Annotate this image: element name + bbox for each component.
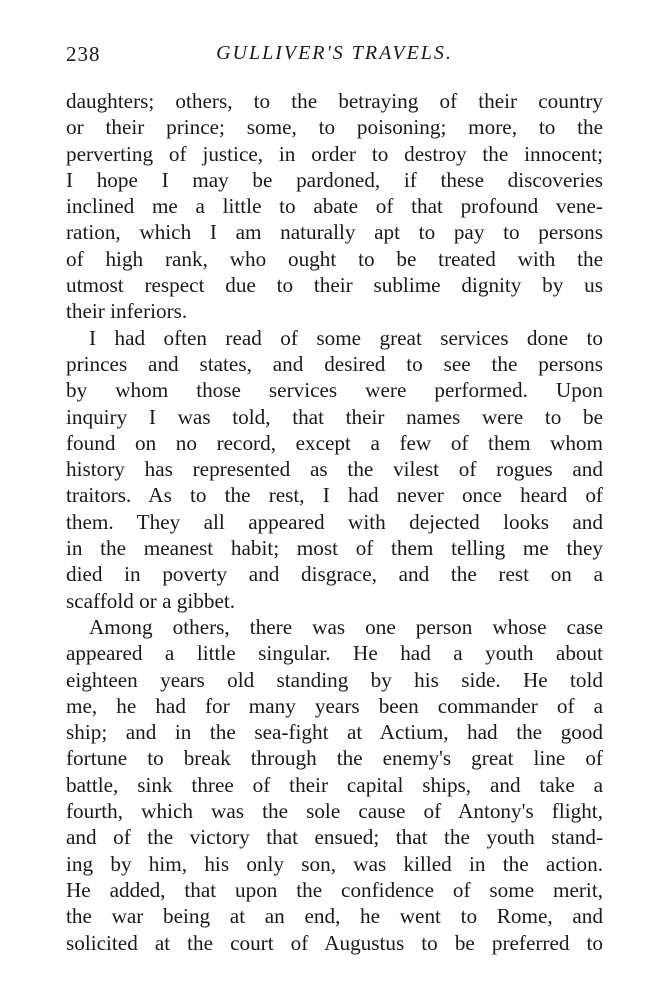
text-line: inquiry I was told, that their names were to be (66, 404, 603, 429)
paragraph (66, 614, 603, 956)
text-line: died in poverty and disgrace, and the rest on a (66, 562, 603, 587)
text-line: daughters; others, to the betraying of their country (66, 89, 603, 113)
text-line: Among others, there was one person whose case (89, 614, 603, 639)
text-line: found on no record, except a few of them whom (66, 430, 603, 455)
body-text (66, 88, 603, 956)
text-line: utmost respect due to their sublime dignity by us (66, 273, 603, 298)
text-line: He added, that upon the confidence of some merit, (66, 877, 603, 902)
text-line: appeared a little singular. He had a youth about (66, 641, 603, 666)
text-line: history has represented as the vilest of rogues and (66, 457, 603, 482)
text-line: perverting of justice, in order to destroy the innocent; (66, 141, 603, 166)
text-line: and of the victory that ensued; that the youth stand- (66, 825, 603, 850)
text-line: the war being at an end, he went to Rome, and (66, 904, 603, 929)
text-line: ship; and in the sea-fight at Actium, had the good (66, 720, 603, 745)
text-line: I had often read of some great services done to (89, 325, 603, 350)
text-line: in the meanest habit; most of them telling me they (66, 536, 603, 561)
paragraph (66, 88, 603, 325)
running-head (66, 42, 603, 72)
text-line: solicited at the court of Augustus to be preferred to (66, 930, 603, 955)
page-number: 238 (66, 42, 101, 66)
text-line: princes and states, and desired to see the persons (66, 351, 603, 376)
text-line: scaffold or a gibbet. (66, 588, 236, 613)
text-line: fortune to break through the enemy's great line of (66, 746, 603, 771)
text-line: me, he had for many years been commander of a (66, 693, 603, 718)
text-line: or their prince; some, to poisoning; more, to the (66, 115, 603, 140)
text-line: traitors. As to the rest, I had never once heard of (66, 483, 603, 508)
text-line: ration, which I am naturally apt to pay to persons (66, 220, 603, 245)
text-line: them. They all appeared with dejected looks and (66, 509, 603, 534)
text-line: ing by him, his only son, was killed in the action. (66, 851, 603, 876)
text-line: I hope I may be pardoned, if these discoveries (66, 167, 603, 192)
text-line: battle, sink three of their capital ships, and take a (66, 772, 603, 797)
running-title: GULLIVER'S TRAVELS. (216, 42, 453, 64)
text-line: inclined me a little to abate of that profound vene- (66, 194, 603, 219)
text-line: by whom those services were performed. Upon (66, 378, 603, 403)
text-line: eighteen years old standing by his side. He told (66, 667, 603, 692)
paragraph (66, 325, 603, 614)
text-line: of high rank, who ought to be treated with the (66, 246, 603, 271)
text-line: fourth, which was the sole cause of Antony's flight, (66, 799, 603, 824)
text-line: their inferiors. (66, 299, 188, 324)
